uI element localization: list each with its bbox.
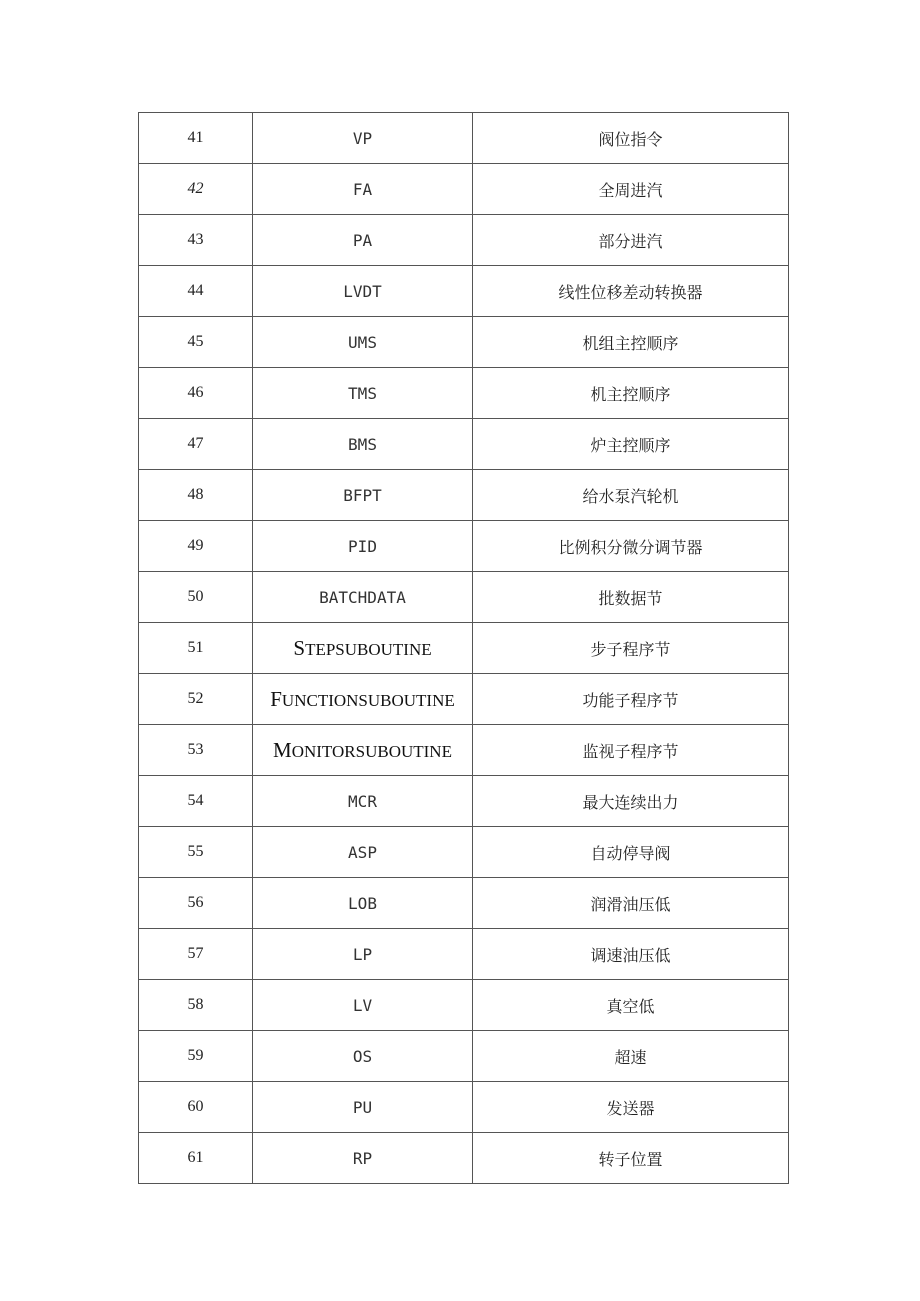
row-number-cell: 41 [139, 113, 253, 164]
abbreviation-cell: STEPSUBOUTINE [253, 623, 473, 674]
meaning-cell: 发送器 [473, 1082, 789, 1133]
table-row [139, 776, 789, 827]
abbreviation-cell: OS [253, 1031, 473, 1082]
abbreviation-cell: TMS [253, 368, 473, 419]
table-row [139, 572, 789, 623]
meaning-cell: 步子程序节 [473, 623, 789, 674]
row-number-cell: 45 [139, 317, 253, 368]
meaning-cell: 转子位置 [473, 1133, 789, 1184]
abbreviation-cell: PA [253, 215, 473, 266]
meaning-cell: 真空低 [473, 980, 789, 1031]
table-row [139, 878, 789, 929]
abbreviation-cell: FA [253, 164, 473, 215]
table-row [139, 317, 789, 368]
table-row [139, 827, 789, 878]
row-number-cell: 60 [139, 1082, 253, 1133]
meaning-cell: 润滑油压低 [473, 878, 789, 929]
meaning-cell: 给水泵汽轮机 [473, 470, 789, 521]
meaning-cell: 调速油压低 [473, 929, 789, 980]
meaning-cell: 机组主控顺序 [473, 317, 789, 368]
abbreviation-cell: RP [253, 1133, 473, 1184]
row-number-cell: 58 [139, 980, 253, 1031]
meaning-cell: 线性位移差动转换器 [473, 266, 789, 317]
table-row [139, 929, 789, 980]
table-row [139, 623, 789, 674]
abbreviation-cell: LP [253, 929, 473, 980]
row-number-cell: 44 [139, 266, 253, 317]
abbreviation-cell: VP [253, 113, 473, 164]
row-number-cell: 52 [139, 674, 253, 725]
table-row [139, 1031, 789, 1082]
meaning-cell: 最大连续出力 [473, 776, 789, 827]
abbreviation-cell: ASP [253, 827, 473, 878]
meaning-cell: 阀位指令 [473, 113, 789, 164]
row-number-cell: 42 [139, 164, 253, 215]
row-number-cell: 61 [139, 1133, 253, 1184]
table-row [139, 674, 789, 725]
table-row [139, 725, 789, 776]
row-number-cell: 47 [139, 419, 253, 470]
abbreviation-cell: PID [253, 521, 473, 572]
row-number-cell: 53 [139, 725, 253, 776]
row-number-cell: 59 [139, 1031, 253, 1082]
abbreviation-cell: LVDT [253, 266, 473, 317]
meaning-cell: 批数据节 [473, 572, 789, 623]
table-row [139, 368, 789, 419]
table-row [139, 419, 789, 470]
abbreviation-cell: MCR [253, 776, 473, 827]
meaning-cell: 部分进汽 [473, 215, 789, 266]
abbreviation-cell: FUNCTIONSUBOUTINE [253, 674, 473, 725]
table-row [139, 980, 789, 1031]
table-row [139, 470, 789, 521]
row-number-cell: 56 [139, 878, 253, 929]
meaning-cell: 功能子程序节 [473, 674, 789, 725]
table-row [139, 164, 789, 215]
meaning-cell: 监视子程序节 [473, 725, 789, 776]
row-number-cell: 54 [139, 776, 253, 827]
row-number-cell: 46 [139, 368, 253, 419]
row-number-cell: 48 [139, 470, 253, 521]
meaning-cell: 机主控顺序 [473, 368, 789, 419]
abbreviation-cell: MONITORSUBOUTINE [253, 725, 473, 776]
abbreviation-cell: BMS [253, 419, 473, 470]
meaning-cell: 炉主控顺序 [473, 419, 789, 470]
meaning-cell: 比例积分微分调节器 [473, 521, 789, 572]
meaning-cell: 超速 [473, 1031, 789, 1082]
row-number-cell: 51 [139, 623, 253, 674]
row-number-cell: 49 [139, 521, 253, 572]
row-number-cell: 50 [139, 572, 253, 623]
meaning-cell: 自动停导阀 [473, 827, 789, 878]
abbreviation-cell: LV [253, 980, 473, 1031]
table-row [139, 1082, 789, 1133]
abbreviation-cell: PU [253, 1082, 473, 1133]
abbreviation-table [138, 112, 789, 1184]
row-number-cell: 57 [139, 929, 253, 980]
table-body [139, 113, 789, 1184]
abbreviation-cell: UMS [253, 317, 473, 368]
abbreviation-cell: BATCHDATA [253, 572, 473, 623]
table-row [139, 1133, 789, 1184]
table-row [139, 215, 789, 266]
meaning-cell: 全周进汽 [473, 164, 789, 215]
table-row [139, 266, 789, 317]
abbreviation-cell: BFPT [253, 470, 473, 521]
table-row [139, 521, 789, 572]
row-number-cell: 43 [139, 215, 253, 266]
abbreviation-cell: LOB [253, 878, 473, 929]
table-row [139, 113, 789, 164]
row-number-cell: 55 [139, 827, 253, 878]
